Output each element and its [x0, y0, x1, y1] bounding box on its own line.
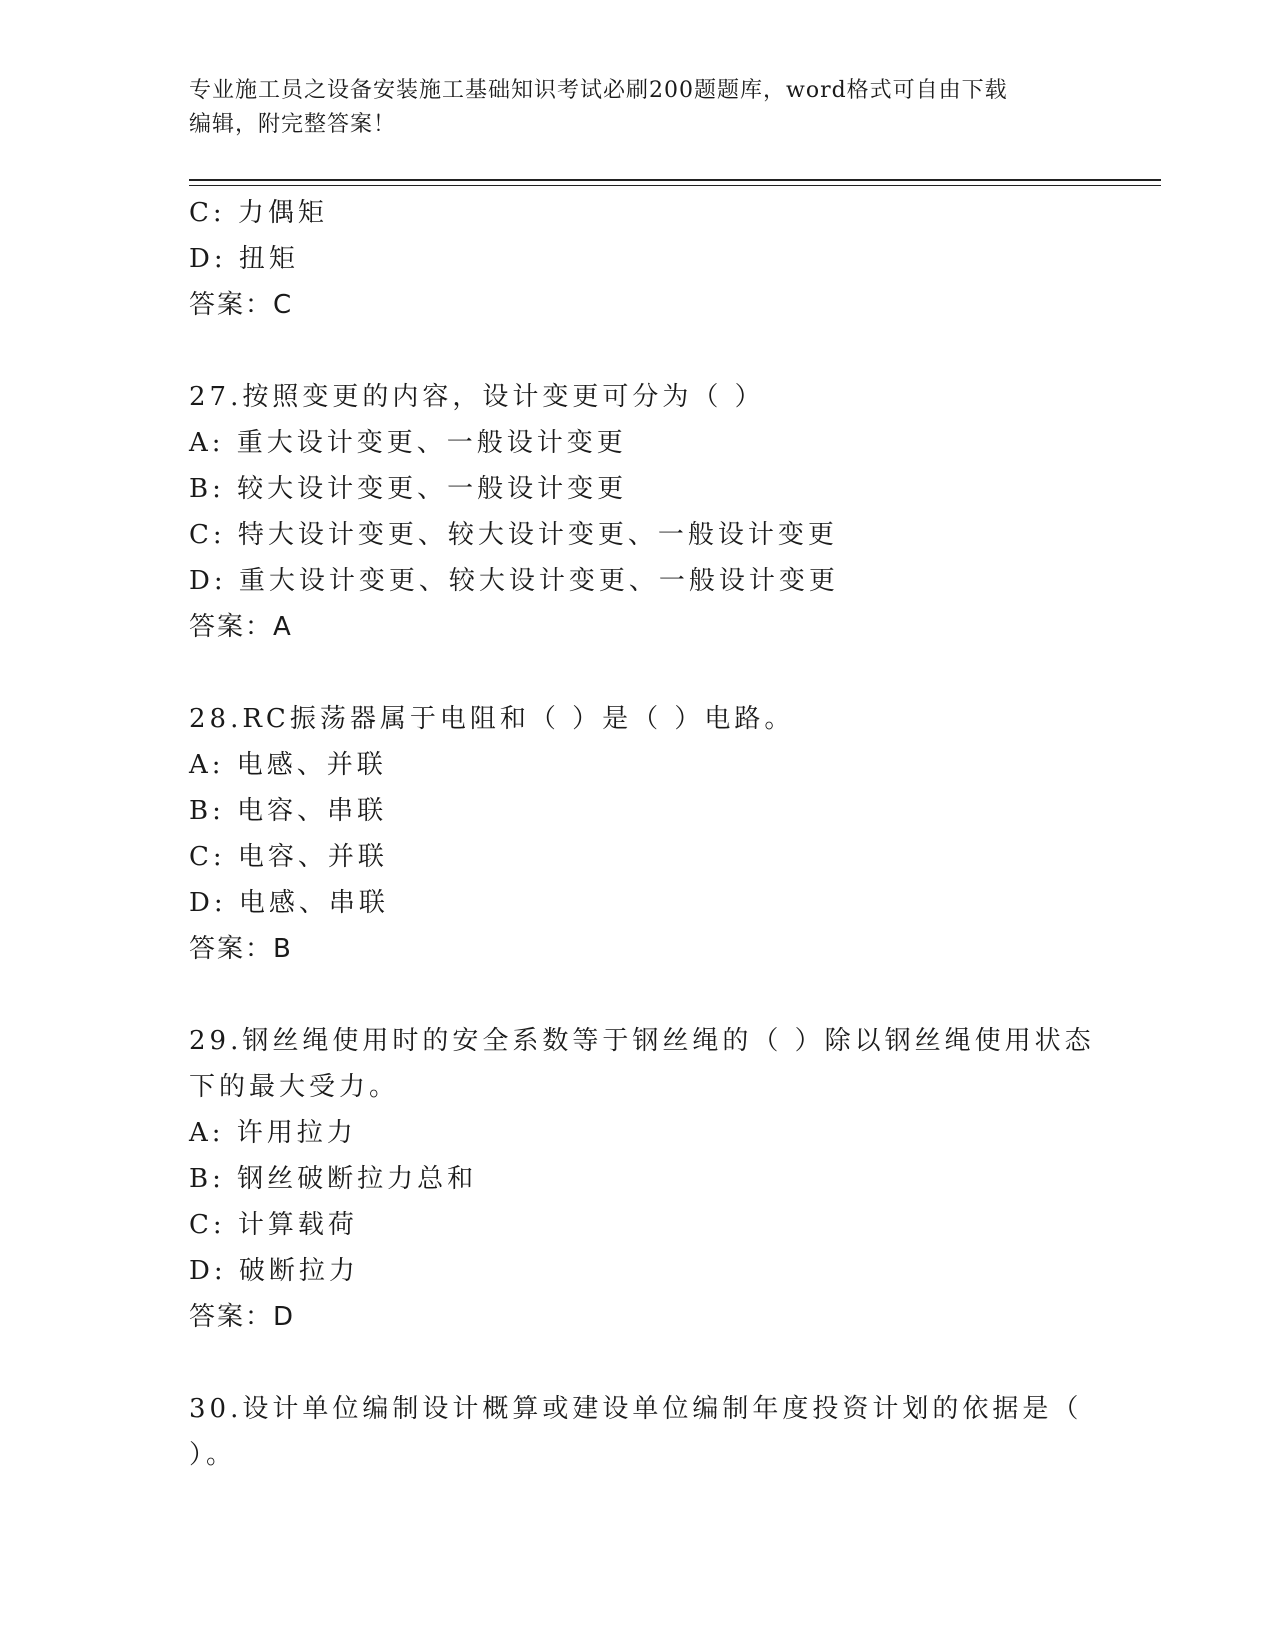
header-divider-thick — [189, 179, 1161, 181]
question-30-text-line-1: 30.设计单位编制设计概算或建设单位编制年度投资计划的依据是（ — [189, 1394, 1083, 1424]
question-29-option-b: B: 钢丝破断拉力总和 — [189, 1164, 478, 1194]
question-28-block — [189, 696, 1069, 972]
question-26-option-c: C: 力偶矩 — [189, 198, 328, 228]
question-29-text-line-2: 下的最大受力。 — [189, 1072, 400, 1102]
question-26-block — [189, 190, 1069, 328]
question-27-text: 27.按照变更的内容，设计变更可分为（ ） — [189, 382, 765, 412]
question-list — [189, 190, 1095, 1478]
question-29-option-a: A: 许用拉力 — [189, 1118, 357, 1148]
question-28-text: 28.RC振荡器属于电阻和（ ）是（ ）电路。 — [189, 704, 795, 734]
question-28-answer: 答案：B — [189, 934, 293, 964]
question-27-option-a: A: 重大设计变更、一般设计变更 — [189, 428, 627, 458]
question-27-block — [189, 374, 1069, 650]
header-divider-thin — [189, 185, 1161, 186]
question-26-option-d: D: 扭矩 — [189, 244, 299, 274]
spacer — [189, 972, 1069, 1018]
question-26-answer: 答案：C — [189, 290, 294, 320]
question-27-option-b: B: 较大设计变更、一般设计变更 — [189, 474, 628, 504]
question-30-block — [189, 1386, 1083, 1478]
document-header — [189, 74, 1089, 142]
question-28-option-c: C: 电容、并联 — [189, 842, 388, 872]
question-28-option-b: B: 电容、串联 — [189, 796, 388, 826]
spacer — [189, 1340, 1069, 1386]
question-28-option-a: A: 电感、并联 — [189, 750, 387, 780]
question-30-text-line-2: ）。 — [189, 1440, 237, 1470]
header-title-line-2: 编辑，附完整答案！ — [189, 112, 397, 137]
spacer — [189, 650, 1069, 696]
question-29-block — [189, 1018, 1095, 1340]
question-28-option-d: D: 电感、串联 — [189, 888, 389, 918]
spacer — [189, 328, 1069, 374]
question-29-answer: 答案：D — [189, 1302, 296, 1332]
question-27-answer: 答案：A — [189, 612, 293, 642]
question-29-option-c: C: 计算载荷 — [189, 1210, 358, 1240]
question-27-option-d: D: 重大设计变更、较大设计变更、一般设计变更 — [189, 566, 839, 596]
question-29-option-d: D: 破断拉力 — [189, 1256, 359, 1286]
question-27-option-c: C: 特大设计变更、较大设计变更、一般设计变更 — [189, 520, 838, 550]
question-29-text-line-1: 29.钢丝绳使用时的安全系数等于钢丝绳的（ ）除以钢丝绳使用状态 — [189, 1026, 1095, 1056]
header-title-line-1: 专业施工员之设备安装施工基础知识考试必刷200题题库，word格式可自由下载 — [189, 78, 1008, 103]
